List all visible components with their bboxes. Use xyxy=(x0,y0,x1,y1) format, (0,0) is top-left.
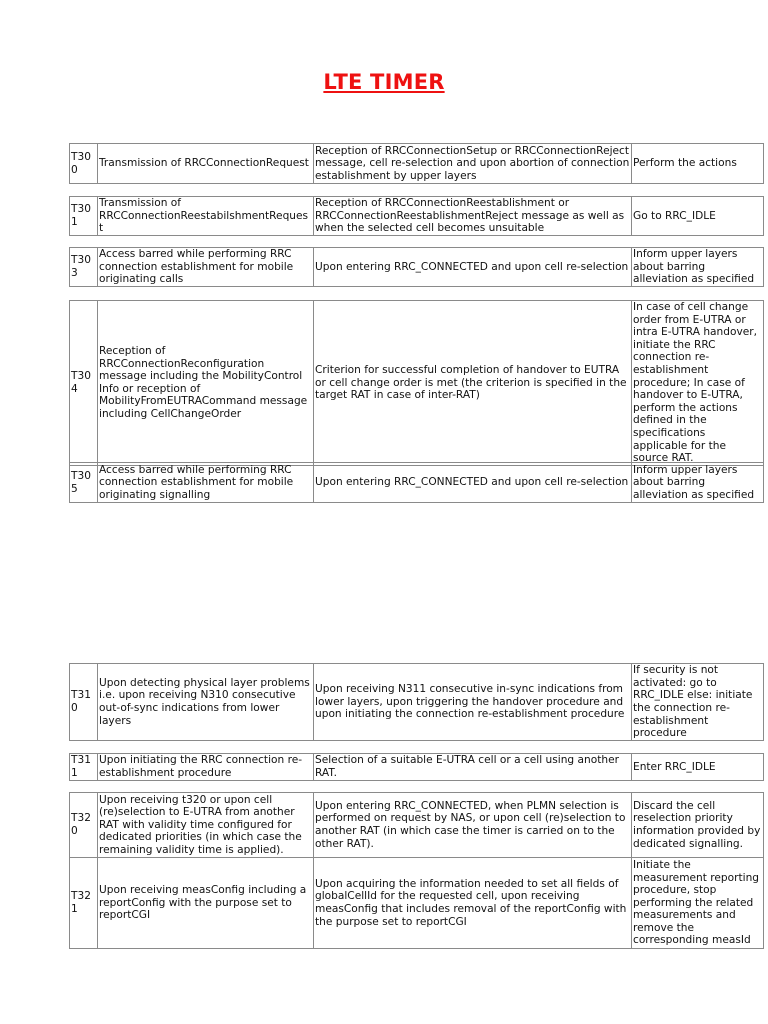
table-row xyxy=(70,301,764,466)
timer-stop-cell: Upon acquiring the information needed to set all fields of globalCellId for the requested cell, upon receiving measConfig that includes removal of the reportConfig with the purpose set to reportCGI xyxy=(314,858,632,949)
timer-table xyxy=(69,663,764,741)
timer-expiry-cell: Inform upper layers about barring alleviation as specified xyxy=(632,463,764,503)
timer-stop-cell: Upon entering RRC_CONNECTED, when PLMN selection is performed on request by NAS, or upon cell (re)selection to another RAT (in which case the timer is carried on to the other RAT). xyxy=(314,793,632,858)
table-row xyxy=(70,793,764,858)
timer-name-cell: T303 xyxy=(70,248,98,287)
table-row xyxy=(70,248,764,287)
timer-table xyxy=(69,753,764,781)
timer-table xyxy=(69,300,764,466)
timer-start-cell: Transmission of RRCConnectionRequest xyxy=(98,144,314,184)
table-row xyxy=(70,664,764,741)
timer-table xyxy=(69,196,764,236)
timer-expiry-cell: Discard the cell reselection priority information provided by dedicated signalling. xyxy=(632,793,764,858)
table-row xyxy=(70,463,764,503)
timer-start-cell: Transmission of RRCConnectionReestabilshmentRequest xyxy=(98,197,314,236)
timer-stop-cell: Reception of RRCConnectionSetup or RRCConnectionReject message, cell re-selection and upon abortion of connection establishment by upper layers xyxy=(314,144,632,184)
table-row xyxy=(70,197,764,236)
timer-start-cell: Reception of RRCConnectionReconfiguration message including the MobilityControl Info or reception of MobilityFromEUTRACommand message including CellChangeOrder xyxy=(98,301,314,466)
timer-name-cell: T304 xyxy=(70,301,98,466)
timer-name-cell: T310 xyxy=(70,664,98,741)
table-row xyxy=(70,754,764,781)
timer-name-cell: T300 xyxy=(70,144,98,184)
timer-stop-cell: Upon entering RRC_CONNECTED and upon cell re-selection xyxy=(314,463,632,503)
timer-start-cell: Access barred while performing RRC connection establishment for mobile originating signalling xyxy=(98,463,314,503)
table-row xyxy=(70,858,764,949)
timer-start-cell: Access barred while performing RRC connection establishment for mobile originating calls xyxy=(98,248,314,287)
timer-table xyxy=(69,792,764,949)
timer-name-cell: T321 xyxy=(70,858,98,949)
timer-name-cell: T305 xyxy=(70,463,98,503)
timer-stop-cell: Selection of a suitable E-UTRA cell or a cell using another RAT. xyxy=(314,754,632,781)
page-title: LTE TIMER xyxy=(323,70,445,94)
timer-table xyxy=(69,143,764,184)
timer-table xyxy=(69,462,764,503)
timer-start-cell: Upon detecting physical layer problems i.e. upon receiving N310 consecutive out-of-sync indications from lower layers xyxy=(98,664,314,741)
timer-start-cell: Upon initiating the RRC connection re-establishment procedure xyxy=(98,754,314,781)
timer-name-cell: T320 xyxy=(70,793,98,858)
timer-name-cell: T301 xyxy=(70,197,98,236)
timer-expiry-cell: Inform upper layers about barring alleviation as specified xyxy=(632,248,764,287)
timer-stop-cell: Reception of RRCConnectionReestablishment or RRCConnectionReestablishmentReject message as well as when the selected cell becomes unsuitable xyxy=(314,197,632,236)
timer-expiry-cell: If security is not activated: go to RRC_IDLE else: initiate the connection re-establishment procedure xyxy=(632,664,764,741)
timer-start-cell: Upon receiving t320 or upon cell (re)selection to E-UTRA from another RAT with validity time configured for dedicated priorities (in which case the remaining validity time is applied). xyxy=(98,793,314,858)
timer-expiry-cell: Initiate the measurement reporting procedure, stop performing the related measurements and remove the corresponding measId xyxy=(632,858,764,949)
timer-expiry-cell: Perform the actions xyxy=(632,144,764,184)
timer-expiry-cell: Enter RRC_IDLE xyxy=(632,754,764,781)
timer-expiry-cell: Go to RRC_IDLE xyxy=(632,197,764,236)
timer-table xyxy=(69,247,764,287)
table-row xyxy=(70,144,764,184)
timer-start-cell: Upon receiving measConfig including a reportConfig with the purpose set to reportCGI xyxy=(98,858,314,949)
timer-stop-cell: Upon entering RRC_CONNECTED and upon cell re-selection xyxy=(314,248,632,287)
timer-name-cell: T311 xyxy=(70,754,98,781)
timer-expiry-cell: In case of cell change order from E-UTRA or intra E-UTRA handover, initiate the RRC connection re-establishment procedure; In case of handover to E-UTRA, perform the actions defined in the specifications applicable for the source RAT. xyxy=(632,301,764,466)
timer-stop-cell: Upon receiving N311 consecutive in-sync indications from lower layers, upon triggering the handover procedure and upon initiating the connection re-establishment procedure xyxy=(314,664,632,741)
timer-stop-cell: Criterion for successful completion of handover to EUTRA or cell change order is met (the criterion is specified in the target RAT in case of inter-RAT) xyxy=(314,301,632,466)
